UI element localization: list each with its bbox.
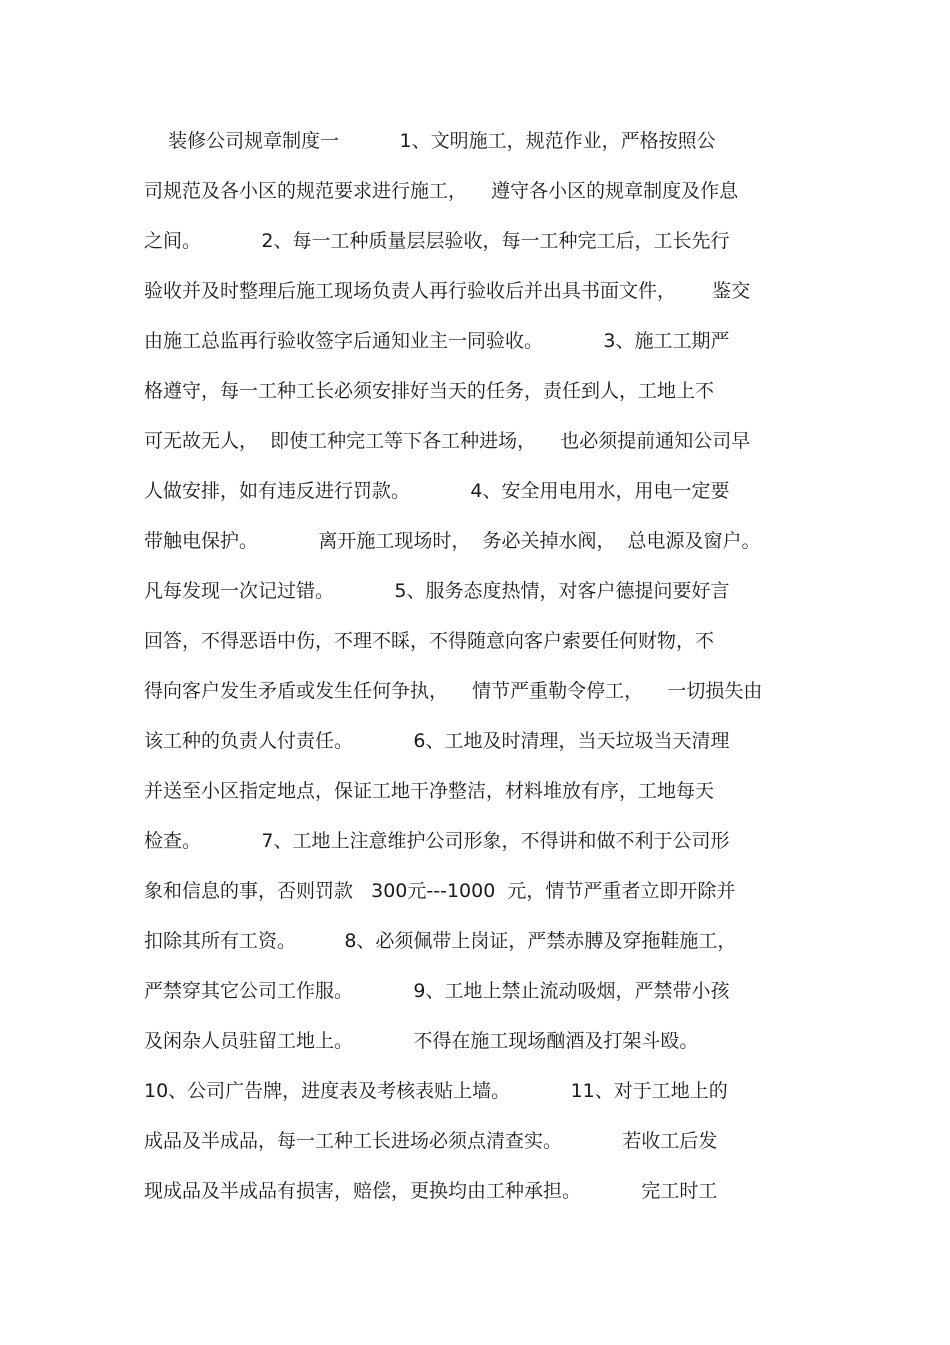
text-line: 由施工总监再行验收签字后通知业主一同验收。 3、施工工期严: [144, 330, 730, 352]
text-line: 可无故无人， 即使工种完工等下各工种进场， 也必须提前通知公司早: [144, 430, 751, 452]
text-line: 之间。 2、每一工种质量层层验收，每一工种完工后，工长先行: [144, 230, 730, 252]
text-line: 格遵守，每一工种工长必须安排好当天的任务，责任到人，工地上不: [144, 380, 715, 402]
text-line: 人做安排，如有违反进行罚款。 4、安全用电用水，用电一定要: [144, 480, 730, 502]
text-line: 带触电保护。 离开施工现场时， 务必关掉水阀， 总电源及窗户。: [144, 530, 761, 552]
text-line: 及闲杂人员驻留工地上。 不得在施工现场酗酒及打架斗殴。: [144, 1030, 699, 1052]
text-line: 并送至小区指定地点，保证工地干净整洁，材料堆放有序，工地每天: [144, 780, 715, 802]
text-line: 严禁穿其它公司工作服。 9、工地上禁止流动吸烟，严禁带小孩: [144, 980, 730, 1002]
text-line: 得向客户发生矛盾或发生任何争执， 情节严重勒令停工， 一切损失由: [144, 680, 763, 702]
text-line: 该工种的负责人付责任。 6、工地及时清理，当天垃圾当天清理: [144, 730, 730, 752]
text-line: 10、公司广告牌，进度表及考核表贴上墙。 11、对于工地上的: [144, 1080, 728, 1102]
text-line: 象和信息的事，否则罚款 300元---1000 元，情节严重者立即开除并: [144, 880, 736, 902]
text-line: 司规范及各小区的规范要求进行施工， 遵守各小区的规章制度及作息: [144, 180, 739, 202]
text-line: 现成品及半成品有损害，赔偿，更换均由工种承担。 完工时工: [144, 1180, 718, 1202]
text-line: 验收并及时整理后施工现场负责人再行验收后并出具书面文件， 鉴交: [144, 280, 751, 302]
text-line: 回答，不得恶语中伤，不理不睬，不得随意向客户索要任何财物，不: [144, 630, 715, 652]
text-line: 成品及半成品，每一工种工长进场必须点清查实。 若收工后发: [144, 1130, 718, 1152]
text-line: 扣除其所有工资。 8、必须佩带上岗证，严禁赤膊及穿拖鞋施工，: [144, 930, 737, 952]
text-line: 凡每发现一次记过错。 5、服务态度热情，对客户德提问要好言: [144, 580, 730, 602]
text-line: 装修公司规章制度一 1、文明施工，规范作业，严格按照公: [144, 130, 716, 152]
text-line: 检查。 7、工地上注意维护公司形象，不得讲和做不利于公司形: [144, 830, 730, 852]
